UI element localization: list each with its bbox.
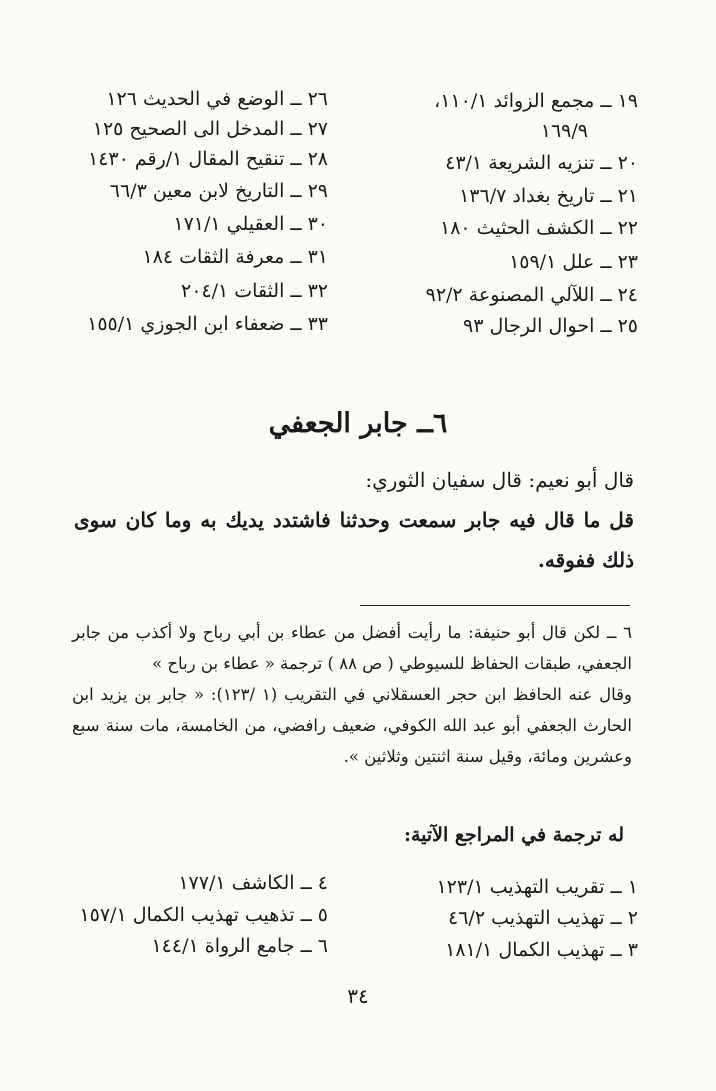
reference-item: ٣١ ــ معرفة الثقات ١٨٤ [142, 246, 328, 268]
reference-item: ١ ــ تقريب التهذيب ١٢٣/١ [436, 876, 638, 898]
reference-item: ٢ ــ تهذيب التهذيب ٤٦/٢ [448, 907, 638, 929]
footnote-paragraph: وقال عنه الحافظ ابن حجر العسقلاني في التقريب (١ /١٢٣): « جابر بن يزيد ابن الحارث الجعفي أبو عبد الله الكوفي، ضعيف رافضي، من الخامسة، مات سنة سبع وعشرين ومائة، وقيل سنة اثنتين وثلاثين ». [72, 685, 632, 766]
reference-item: ٢١ ــ تاريخ بغداد ١٣٦/٧ [459, 185, 638, 207]
reference-item: ٢٤ ــ اللآلي المصنوعة ٩٢/٢ [425, 284, 638, 306]
footnote-divider [360, 605, 630, 606]
reference-item: ٥ ــ تذهيب تهذيب الكمال ١٥٧/١ [79, 904, 328, 926]
reference-item: ١٩ ــ مجمع الزوائد ١١٠/١، [434, 90, 638, 112]
references-heading: له ترجمة في المراجع الآتية: [403, 824, 624, 846]
body-paragraph: قل ما قال فيه جابر سمعت وحدثنا فاشتدد يديك به وما كان سوى ذلك ففوقه. [74, 508, 634, 572]
reference-item: ٢٥ ــ احوال الرجال ٩٣ [463, 315, 638, 337]
reference-item: ٣ ــ تهذيب الكمال ١٨١/١ [445, 939, 638, 961]
reference-item: ٣٠ ــ العقيلي ١٧١/١ [173, 213, 328, 235]
body-line: قال أبو نعيم: قال سفيان الثوري: [365, 468, 634, 492]
reference-item: ٢٨ ــ تنقيح المقال ١/رقم ١٤٣٠ [88, 148, 328, 170]
page-number: ٣٤ [347, 984, 369, 1008]
reference-item: ٣٢ ــ الثقات ٢٠٤/١ [181, 280, 328, 302]
section-title: ٦ــ جابر الجعفي [268, 408, 448, 439]
footnote-paragraph: ٦ ــ لكن قال أبو حنيفة: ما رأيت أفضل من عطاء بن أبي رباح ولا أكذب من جابر الجعفي، طبقات الحفاظ للسيوطي ( ص ٨٨ ) ترجمة « عطاء بن رباح » [72, 623, 632, 673]
reference-item: ٢٦ ــ الوضع في الحديث ١٢٦ [106, 88, 328, 110]
reference-item: ٤ ــ الكاشف ١٧٧/١ [178, 872, 328, 894]
reference-item: ٢٣ ــ علل ١٥٩/١ [509, 251, 638, 273]
reference-item: ٦ ــ جامع الرواة ١٤٤/١ [151, 935, 328, 957]
reference-item: ٢٠ ــ تنزيه الشريعة ٤٣/١ [445, 152, 638, 174]
reference-item: ٣٣ ــ ضعفاء ابن الجوزي ١٥٥/١ [87, 313, 328, 335]
reference-item: ٢٧ ــ المدخل الى الصحيح ١٢٥ [92, 118, 328, 140]
reference-item-continuation: ١٦٩/٩ [540, 120, 588, 142]
reference-item: ٢٩ ــ التاريخ لابن معين ٦٦/٣ [109, 180, 328, 202]
reference-item: ٢٢ ــ الكشف الحثيث ١٨٠ [440, 217, 638, 239]
